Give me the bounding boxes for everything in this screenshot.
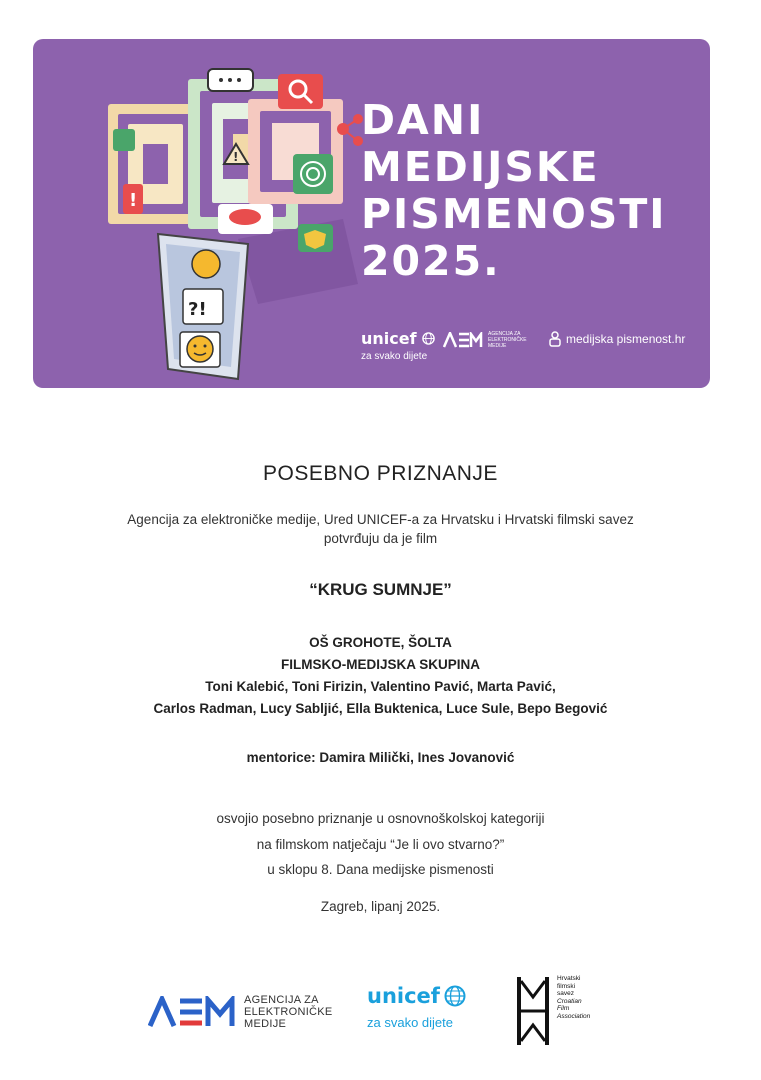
hfs-line: Association [557,1012,591,1020]
school-line: OŠ GROHOTE, ŠOLTA [309,635,452,650]
event-title [361,97,667,285]
globe-icon [422,332,435,345]
intro-line: Agencija za elektroničke medije, Ured UNICEF-a za Hrvatsku i Hrvatski filmski savez [127,512,634,527]
site-url: medijska pismenost.hr [566,332,686,346]
aem-line: MEDIJE [244,1018,287,1030]
media-maze-illustration [88,49,378,384]
hfs-line: Hrvatski [557,975,581,982]
aem-mark-icon [148,996,236,1028]
hfs-mark-icon [515,975,551,1047]
award-line: osvojio posebno priznanje u osnovnoškolskoj kategoriji [216,811,545,826]
title-line: PISMENOSTI [361,190,667,238]
aem-footer-logo [148,994,333,1030]
aem-logo [443,331,530,349]
aem-mark-icon [443,332,483,348]
award-line: u sklopu 8. Dana medijske pismenosti [267,862,494,877]
globe-icon [444,985,466,1007]
hfs-line: Film [557,1005,570,1012]
svg-text:?!: ?! [188,299,207,320]
group-info [0,632,761,720]
svg-text:!: ! [233,150,239,164]
hfs-logo [515,975,590,1047]
unicef-logo [361,329,435,362]
unicef-slogan: za svako dijete [361,351,428,362]
title-line: MEDIJSKE [361,143,600,191]
unicef-slogan: za svako dijete [367,1015,453,1030]
place-date: Zagreb, lipanj 2025. [320,899,441,914]
aem-line: AGENCIJA ZA [244,994,319,1006]
hfs-line: savez [557,990,574,997]
intro-line: potvrđuju da je film [323,531,438,546]
aem-text: AGENCIJA ZA ELEKTRONIČKE MEDIJE [488,331,527,349]
hfs-line: Croatian [557,997,582,1005]
group-line: FILMSKO-MEDIJSKA SKUPINA [280,657,480,672]
members-line: Toni Kalebić, Toni Firizin, Valentino Pavić, Marta Pavić, [205,679,556,694]
header-banner [33,39,710,388]
award-line: na filmskom natječaju “Je li ovo stvarno?” [256,836,505,852]
title-line: 2025. [361,237,501,285]
award-text [0,806,761,883]
unicef-footer-logo [367,984,466,1030]
unicef-name: unicef [361,329,417,348]
mentors: mentorice: Damira Milički, Ines Jovanović [246,750,515,765]
person-icon [548,331,562,347]
aem-line: ELEKTRONIČKE [244,1006,333,1018]
hfs-line: filmski [557,982,576,990]
footer-logos [0,970,761,1050]
unicef-name: unicef [367,984,440,1008]
intro-text [0,510,761,548]
svg-text:!: ! [129,190,138,211]
banner-logos [361,325,701,365]
members-line: Carlos Radman, Lucy Sabljić, Ella Buktenica, Luce Sule, Bepo Begović [153,701,608,716]
film-title: “KRUG SUMNJE” [309,580,452,599]
certificate-heading: POSEBNO PRIZNANJE [263,462,498,485]
title-line: DANI [361,96,485,144]
site-logo [548,331,685,347]
